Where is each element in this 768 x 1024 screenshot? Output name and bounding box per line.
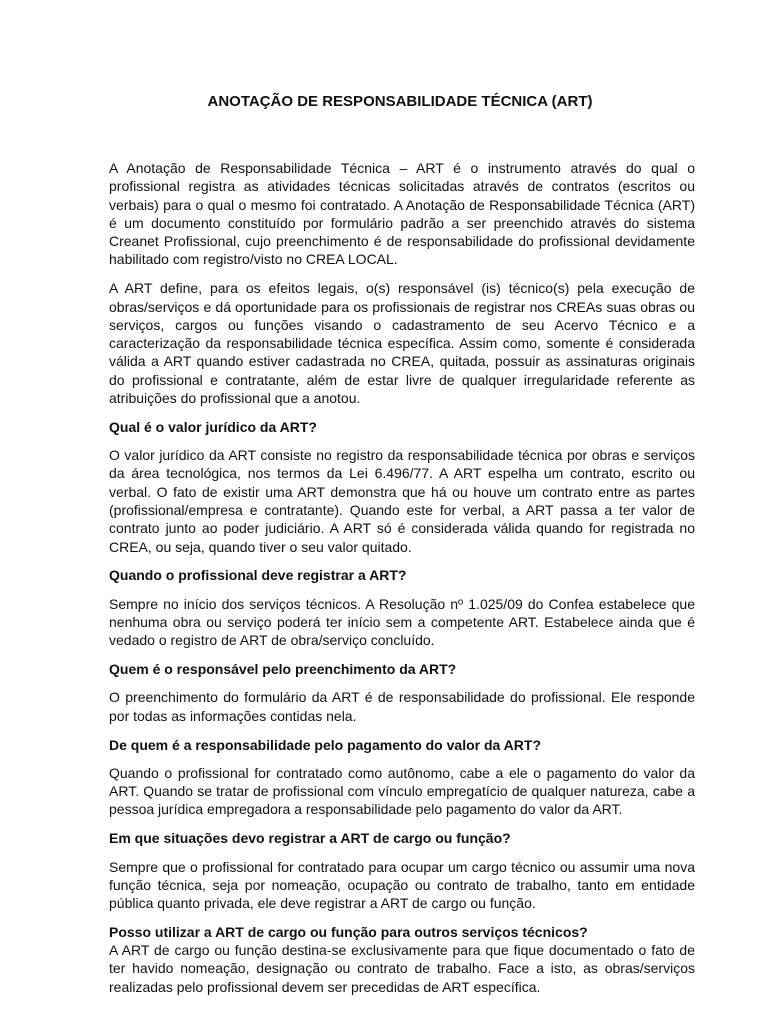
intro-paragraph-2: A ART define, para os efeitos legais, o(s) responsável (is) técnico(s) pela execução de obras/serviços e dá oportunidade para os profissionais de registrar nos CREAs suas obras ou serviços, cargos ou funções visando o cadastramento de seu Acervo Técnico e a caracterização da responsabilidade técnica específica. Assim como, somente é considerada válida a ART quando estiver cadastrada no CREA, quitada, possuir as assinaturas originais do profissional e contratante, além de estar livre de qualquer irregularidade referente as atribuições do profissional que a anotou. (109, 280, 695, 407)
faq-question-5: Em que situações devo registrar a ART de cargo ou função? (109, 830, 511, 847)
document-body (109, 159, 695, 1007)
page-title: ANOTAÇÃO DE RESPONSABILIDADE TÉCNICA (ART) (207, 93, 593, 110)
faq-answer-2: Sempre no início dos serviços técnicos. A Resolução nº 1.025/09 do Confea estabelece que nenhuma obra ou serviço poderá ter início sem a competente ART. Estabelece ainda que é vedado o registro de ART de obra/serviço concluído. (109, 595, 695, 649)
faq-answer-3: O preenchimento do formulário da ART é de responsabilidade do profissional. Ele responde por todas as informações contidas nela. (109, 689, 695, 724)
faq-answer-1: O valor jurídico da ART consiste no registro da responsabilidade técnica por obras e serviços da área tecnológica, nos termos da Lei 6.496/77. A ART espelha um contrato, escrito ou verbal. O fato de existir uma ART demonstra que há ou houve um contrato entre as partes (profissional/empresa e contratante). Quando este for verbal, a ART passa a ter valor de contrato junto ao poder judiciário. A ART só é considerada válida quando for registrada no CREA, ou seja, quando tiver o seu valor quitado. (109, 447, 695, 555)
faq-question-3: Quem é o responsável pelo preenchimento da ART? (109, 661, 457, 678)
faq-answer-5: Sempre que o profissional for contratado para ocupar um cargo técnico ou assumir uma nova função técnica, seja por nomeação, ocupação ou contrato de trabalho, tanto em entidade pública quanto privada, ele deve registrar a ART de cargo ou função. (109, 858, 695, 912)
intro-paragraph-1: A Anotação de Responsabilidade Técnica – ART é o instrumento através do qual o profissional registra as atividades técnicas solicitadas através de contratos (escritos ou verbais) para o qual o mesmo foi contratado. A Anotação de Responsabilidade Técnica (ART) é um documento constituído por formulário padrão a ser preenchido através do sistema Creanet Profissional, cujo preenchimento é de responsabilidade do profissional devidamente habilitado com registro/visto no CREA LOCAL. (109, 160, 695, 268)
faq-question-4: De quem é a responsabilidade pelo pagamento do valor da ART? (109, 736, 542, 753)
faq-question-2: Quando o profissional deve registrar a ART? (109, 567, 407, 584)
faq-answer-4: Quando o profissional for contratado como autônomo, cabe a ele o pagamento do valor da ART. Quando se tratar de profissional com vínculo empregatício de qualquer natureza, cabe a pessoa jurídica empregadora a responsabilidade pelo pagamento do valor da ART. (109, 764, 695, 818)
faq-question-1: Qual é o valor jurídico da ART? (109, 418, 317, 435)
faq-answer-6: A ART de cargo ou função destina-se exclusivamente para que fique documentado o fato de ter havido nomeação, designação ou contrato de trabalho. Face a isto, as obras/serviços realizadas pelo profissional devem ser precedidas de ART específica. (109, 942, 695, 995)
faq-question-6: Posso utilizar a ART de cargo ou função para outros serviços técnicos? (109, 923, 588, 940)
